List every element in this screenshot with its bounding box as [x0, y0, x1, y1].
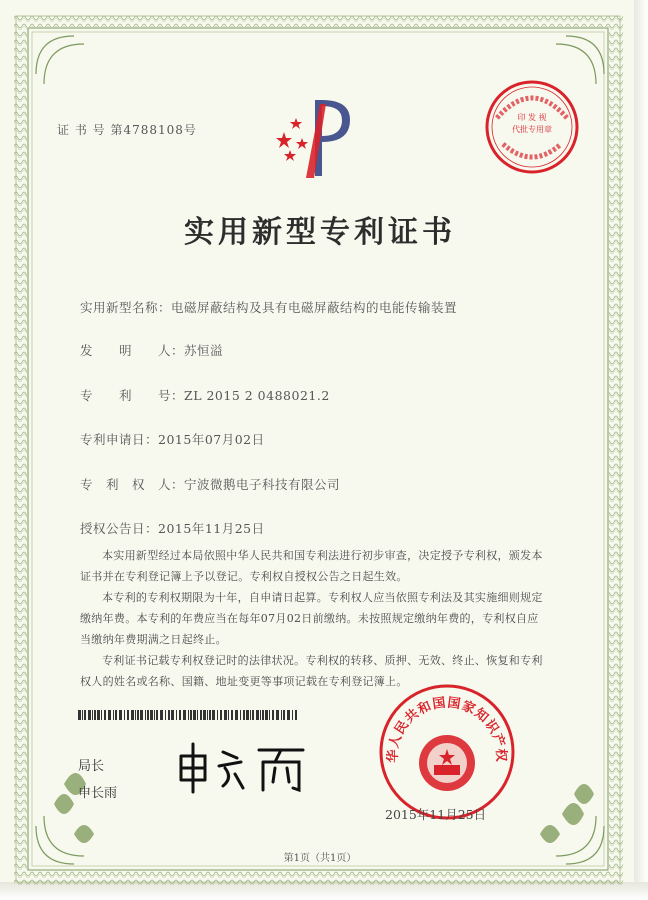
barcode-bar [209, 710, 211, 720]
barcode-bar [287, 710, 290, 720]
barcode-bar [154, 710, 155, 720]
barcode-bar [269, 710, 270, 720]
barcode-bar [101, 710, 102, 720]
barcode-bar [179, 710, 181, 720]
barcode-bar [168, 710, 170, 720]
barcode-bar [265, 710, 268, 720]
barcode-bar [246, 710, 249, 720]
barcode-bar [137, 710, 139, 720]
body-paragraph: 专利证书记载专利权登记时的法律状况。专利权的转移、质押、无效、终止、恢复和专利权人的姓名或名称、国籍、地址变更等事项记载在专利登记簿上。 [80, 654, 543, 688]
issue-date: 2015年11月25日 [385, 807, 487, 822]
barcode-bar [260, 710, 261, 720]
certificate-title: 实用新型专利证书 [184, 215, 456, 250]
barcode-bar [113, 710, 114, 720]
field-patent-number [80, 386, 330, 404]
barcode-bar [145, 710, 146, 720]
barcode-bar [78, 710, 81, 720]
field-label: 专 利 权 人： [80, 477, 185, 492]
barcode [78, 705, 298, 715]
barcode-bar [94, 710, 96, 720]
barcode-bar [88, 710, 91, 720]
barcode-bar [156, 710, 158, 720]
barcode-bar [127, 710, 129, 720]
barcode-bar [147, 710, 149, 720]
barcode-bar [283, 710, 285, 720]
barcode-bar [183, 710, 186, 720]
barcode-bar [252, 710, 254, 720]
barcode-bar [262, 710, 264, 720]
agency-seal-stamp [483, 78, 581, 176]
field-label: 授权公告日： [80, 521, 159, 536]
barcode-bar [200, 710, 202, 720]
barcode-bar [292, 710, 293, 720]
barcode-bar [176, 710, 177, 720]
barcode-bar [188, 710, 189, 720]
barcode-bar [250, 710, 251, 720]
barcode-bar [207, 710, 208, 720]
field-label: 实用新型名称： [80, 300, 172, 315]
barcode-bar [97, 710, 100, 720]
barcode-bar [231, 710, 233, 720]
seal-text: 华人民共和国国家知识产权 [385, 695, 509, 763]
barcode-bar [220, 710, 222, 720]
barcode-bar [190, 710, 192, 720]
barcode-bar [217, 710, 218, 720]
barcode-bar [295, 710, 297, 720]
barcode-bar [240, 710, 241, 720]
barcode-bar [171, 710, 174, 720]
barcode-bar [131, 710, 134, 720]
field-grant-date [80, 519, 265, 537]
field-value: ZL 2015 2 0488021.2 [184, 388, 330, 403]
barcode-bar [272, 710, 274, 720]
field-application-date [80, 430, 265, 448]
body-paragraph: 本专利的专利权期限为十年，自申请日起算。专利权人应当依照专利法及其实施细则规定缴纳年费。本专利的年费应当在每年07月02日前缴纳。未按照规定缴纳年费的，专利权自应当缴纳年费期满之日起终止。 [80, 591, 543, 646]
field-value: 苏恒溢 [184, 343, 224, 358]
barcode-bar [135, 710, 136, 720]
field-label: 发 明 人： [80, 343, 185, 358]
svg-text:印 发 视: 印 发 视 [517, 113, 547, 122]
paper-edge [634, 0, 648, 900]
field-value: 宁波微鹅电子科技有限公司 [184, 477, 341, 492]
national-ip-office-seal [378, 683, 516, 821]
certificate-body [80, 545, 546, 692]
barcode-bar [150, 710, 153, 720]
field-value: 电磁屏蔽结构及具有电磁屏蔽结构的电能传输装置 [171, 300, 458, 315]
field-label: 专 利 号： [80, 388, 185, 403]
barcode-bar [104, 710, 106, 720]
barcode-bar [235, 710, 238, 720]
field-utility-model-name [80, 298, 457, 316]
barcode-bar [281, 710, 282, 720]
field-value: 2015年07月02日 [158, 432, 265, 447]
barcode-bar [160, 710, 163, 720]
barcode-bar [256, 710, 259, 720]
barcode-bar [140, 710, 143, 720]
patent-office-logo-icon [270, 92, 360, 184]
barcode-bar [124, 710, 125, 720]
barcode-bar [92, 710, 93, 720]
barcode-bar [193, 710, 196, 720]
barcode-bar [228, 710, 229, 720]
barcode-bar [203, 710, 206, 720]
certificate-number: 证 书 号 第4788108号 [57, 123, 197, 137]
barcode-bar [224, 710, 227, 720]
barcode-bar [108, 710, 111, 720]
barcode-bar [197, 710, 198, 720]
svg-text:代批专用章: 代批专用章 [512, 125, 552, 134]
barcode-bar [212, 710, 215, 720]
field-inventor [80, 341, 223, 359]
director-signature [175, 738, 315, 798]
barcode-bar [84, 710, 86, 720]
field-value: 2015年11月25日 [158, 521, 265, 536]
page-number: 第1页（共1页） [283, 853, 357, 864]
barcode-bar [276, 710, 279, 720]
barcode-bar [82, 710, 83, 720]
field-label: 专利申请日： [80, 432, 159, 447]
director-name: 申长雨 [78, 786, 118, 801]
barcode-bar [115, 710, 117, 720]
barcode-bar [119, 710, 122, 720]
barcode-bar [165, 710, 166, 720]
body-paragraph: 本实用新型经过本局依照中华人民共和国专利法进行初步审查，决定授予专利权，颁发本证书并在专利登记簿上予以登记。专利权自授权公告之日起生效。 [80, 549, 543, 583]
field-patentee [80, 475, 340, 493]
barcode-bar [243, 710, 245, 720]
director-title: 局长 [78, 759, 105, 774]
